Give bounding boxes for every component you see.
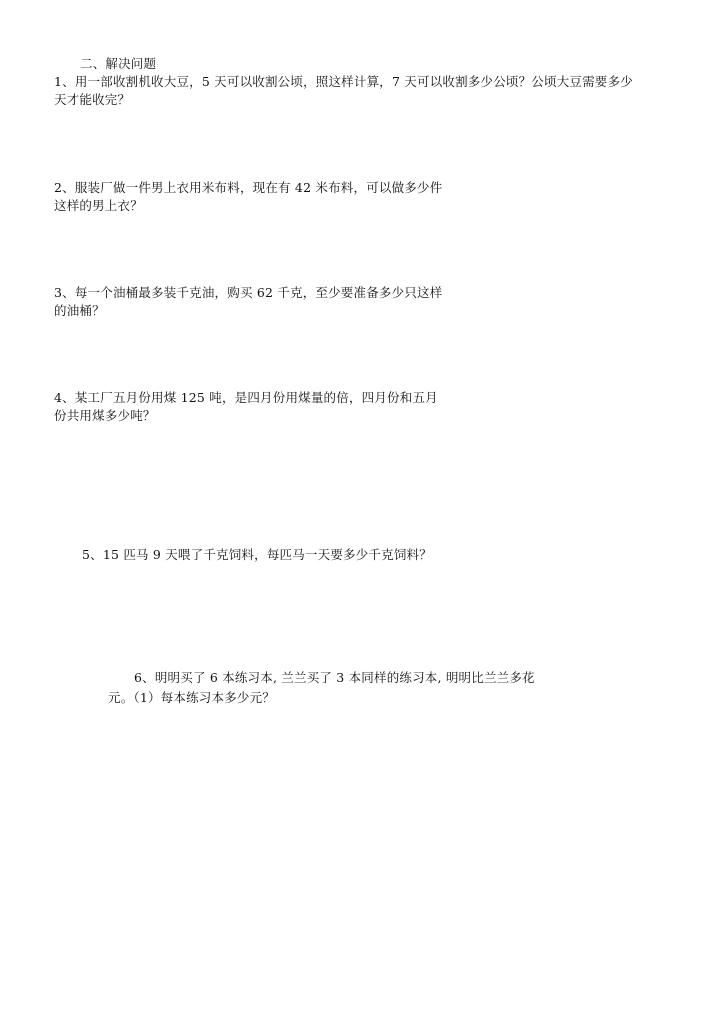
problem-3-line-2: 的油桶？ <box>54 303 105 318</box>
problem-6-line-2: 元。（1）每本练习本多少元？ <box>108 690 276 705</box>
problem-2-line-2: 这样的男上衣？ <box>54 198 143 213</box>
problem-3-line-1: 3、每一个油桶最多装千克油，购买 62 千克，至少要准备多少只这样 <box>54 285 443 300</box>
problem-5-line-1: 5、15 匹马 9 天喂了千克饲料，每匹马一天要多少千克饲料？ <box>82 547 432 562</box>
section-title: 二、解决问题 <box>80 56 157 71</box>
problem-4-line-2: 份共用煤多少吨？ <box>54 408 156 423</box>
problem-1-line-1: 1、用一部收割机收大豆，5 天可以收割公顷，照这样计算，7 天可以收割多少公顷？公顷大豆需要多少 <box>54 74 633 89</box>
problem-4-line-1: 4、某工厂五月份用煤 125 吨，是四月份用煤量的倍，四月份和五月 <box>54 390 438 405</box>
problem-6-line-1: 6、明明买了 6 本练习本, 兰兰买了 3 本同样的练习本, 明明比兰兰多花 <box>134 670 535 685</box>
problem-2-line-1: 2、服装厂做一件男上衣用米布料，现在有 42 米布料，可以做多少件 <box>54 180 443 195</box>
problem-1-line-2: 天才能收完？ <box>54 92 131 107</box>
